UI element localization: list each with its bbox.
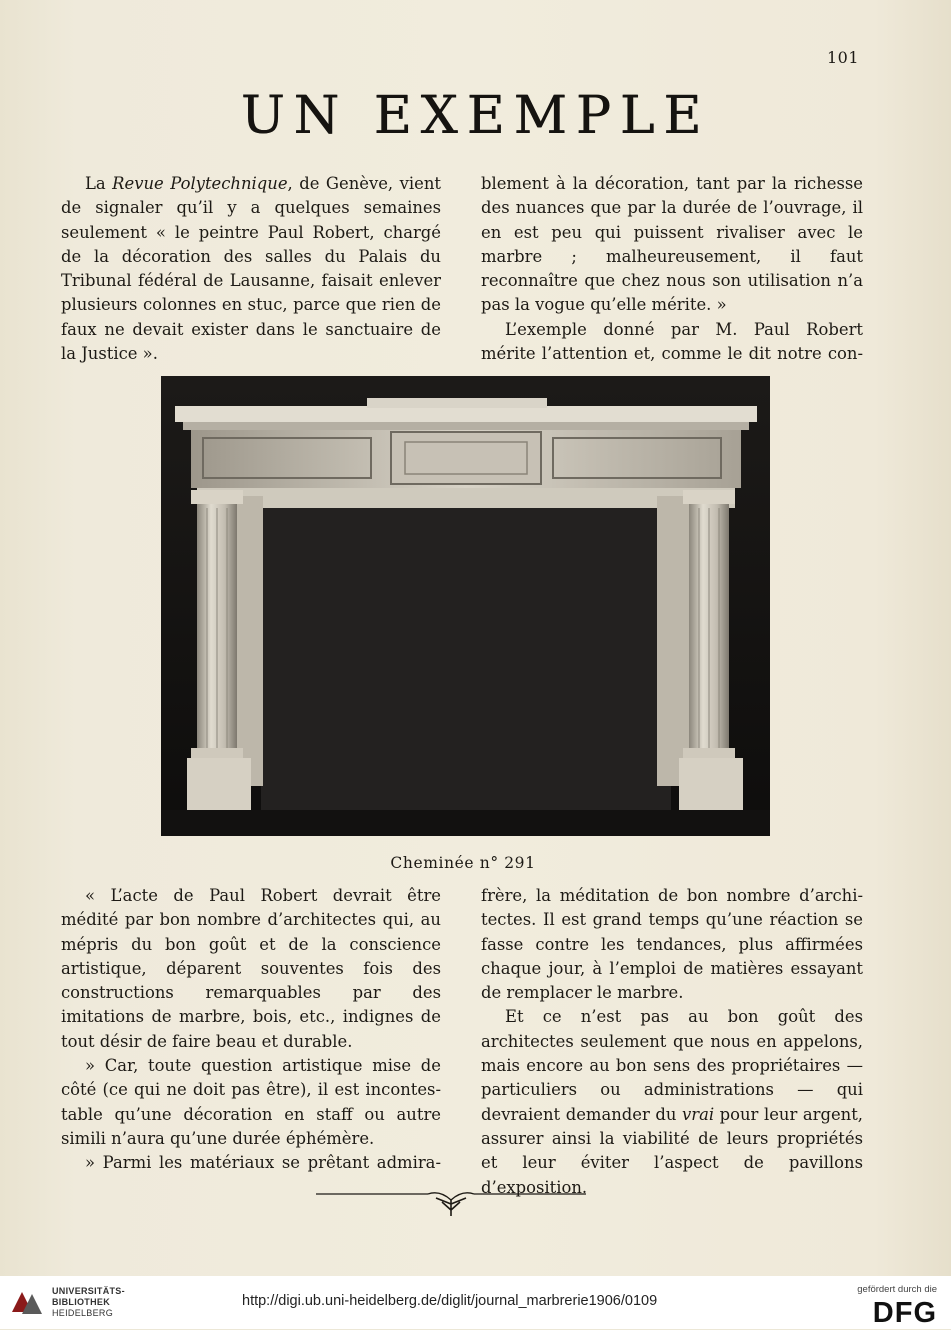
funding-note: gefördert durch die [857, 1284, 937, 1295]
column-top-right [481, 172, 863, 366]
emphasis: vrai [681, 1104, 715, 1124]
article-title: UN EXEMPLE [240, 86, 711, 146]
fireplace-photo [161, 376, 770, 836]
library-name-line: UNIVERSITÄTS- [52, 1286, 125, 1296]
library-name-line: HEIDELBERG [52, 1308, 114, 1318]
paragraph [481, 1005, 863, 1199]
footer-bar [0, 1276, 951, 1329]
column-bottom-left [61, 884, 441, 1176]
text-run: pour leur argent, assurer ainsi la viabilité de leurs propriétés et leur éviter l’aspect de pavillons d’exposition. [481, 1104, 863, 1197]
dfg-logo: DFG [872, 1297, 937, 1329]
library-logo-icon [10, 1286, 44, 1320]
source-url-link[interactable]: http://digi.ub.uni-heidelberg.de/diglit/journal_marbrerie1906/0109 [242, 1293, 658, 1309]
end-ornament [316, 1186, 586, 1218]
journal-name: Revue Polytechnique [112, 174, 288, 193]
column-top-left [61, 172, 441, 366]
text-run: Et ce n’est pas au bon goût des architectes seulement que nous en appelons, mais encore au bon sens des propriétaires — particuliers ou administrations — qui devraient demander du [481, 1007, 863, 1124]
paragraph: frère, la méditation de bon nombre d’architectes. Il est grand temps qu’une réaction se fasse contre les tendances, plus affirmées chaque jour, à l’emploi de matières essayant de remplacer le marbre. [481, 886, 863, 1003]
column-bottom-right [481, 884, 863, 1200]
text-run: La [85, 174, 113, 193]
text-run: , de Genève, vient de signaler qu’il y a quelques semaines seulement « le peintre Paul Robert, chargé de la décoration des salles du Palais du Tribunal fédéral de Lausanne, faisait enlever plusieurs colonnes en stuc, parce que rien de faux ne devait exister dans le sanctuaire de la Justice ». [61, 174, 441, 364]
paragraph: blement à la décoration, tant par la richesse des nuances que par la durée de l’ouvrage, il en est peu qui puissent rivaliser avec le marbre ; malheureusement, il faut reconnaître que chez nous son utilisation n’a pas la vogue qu’elle mérite. » [481, 174, 863, 315]
paragraph [61, 172, 441, 366]
paragraph: » Parmi les matériaux se prêtant admira- [85, 1153, 441, 1173]
library-name-line: BIBLIOTHEK [52, 1297, 110, 1307]
paragraph: L’exemple donné par M. Paul Robert mérite l’attention et, comme le dit notre con- [481, 319, 863, 364]
page-number: 101 [826, 48, 859, 67]
paragraph: « L’acte de Paul Robert devrait être médité par bon nombre d’architectes qui, au mépris du bon goût et de la conscience artistique, déparent souventes fois des constructions remarquables par des imitations de marbre, bois, etc., indignes de tout désir de faire beau et durable. [61, 886, 441, 1051]
library-name [52, 1286, 125, 1319]
fireplace-illustration [161, 376, 770, 836]
paragraph: » Car, toute question artistique mise de côté (ce qui ne doit pas être), il est incontestable qu’une décoration en staff ou autre simili n’aura qu’une durée éphémère. [61, 1056, 441, 1148]
photo-caption: Cheminée n° 291 [390, 854, 536, 872]
